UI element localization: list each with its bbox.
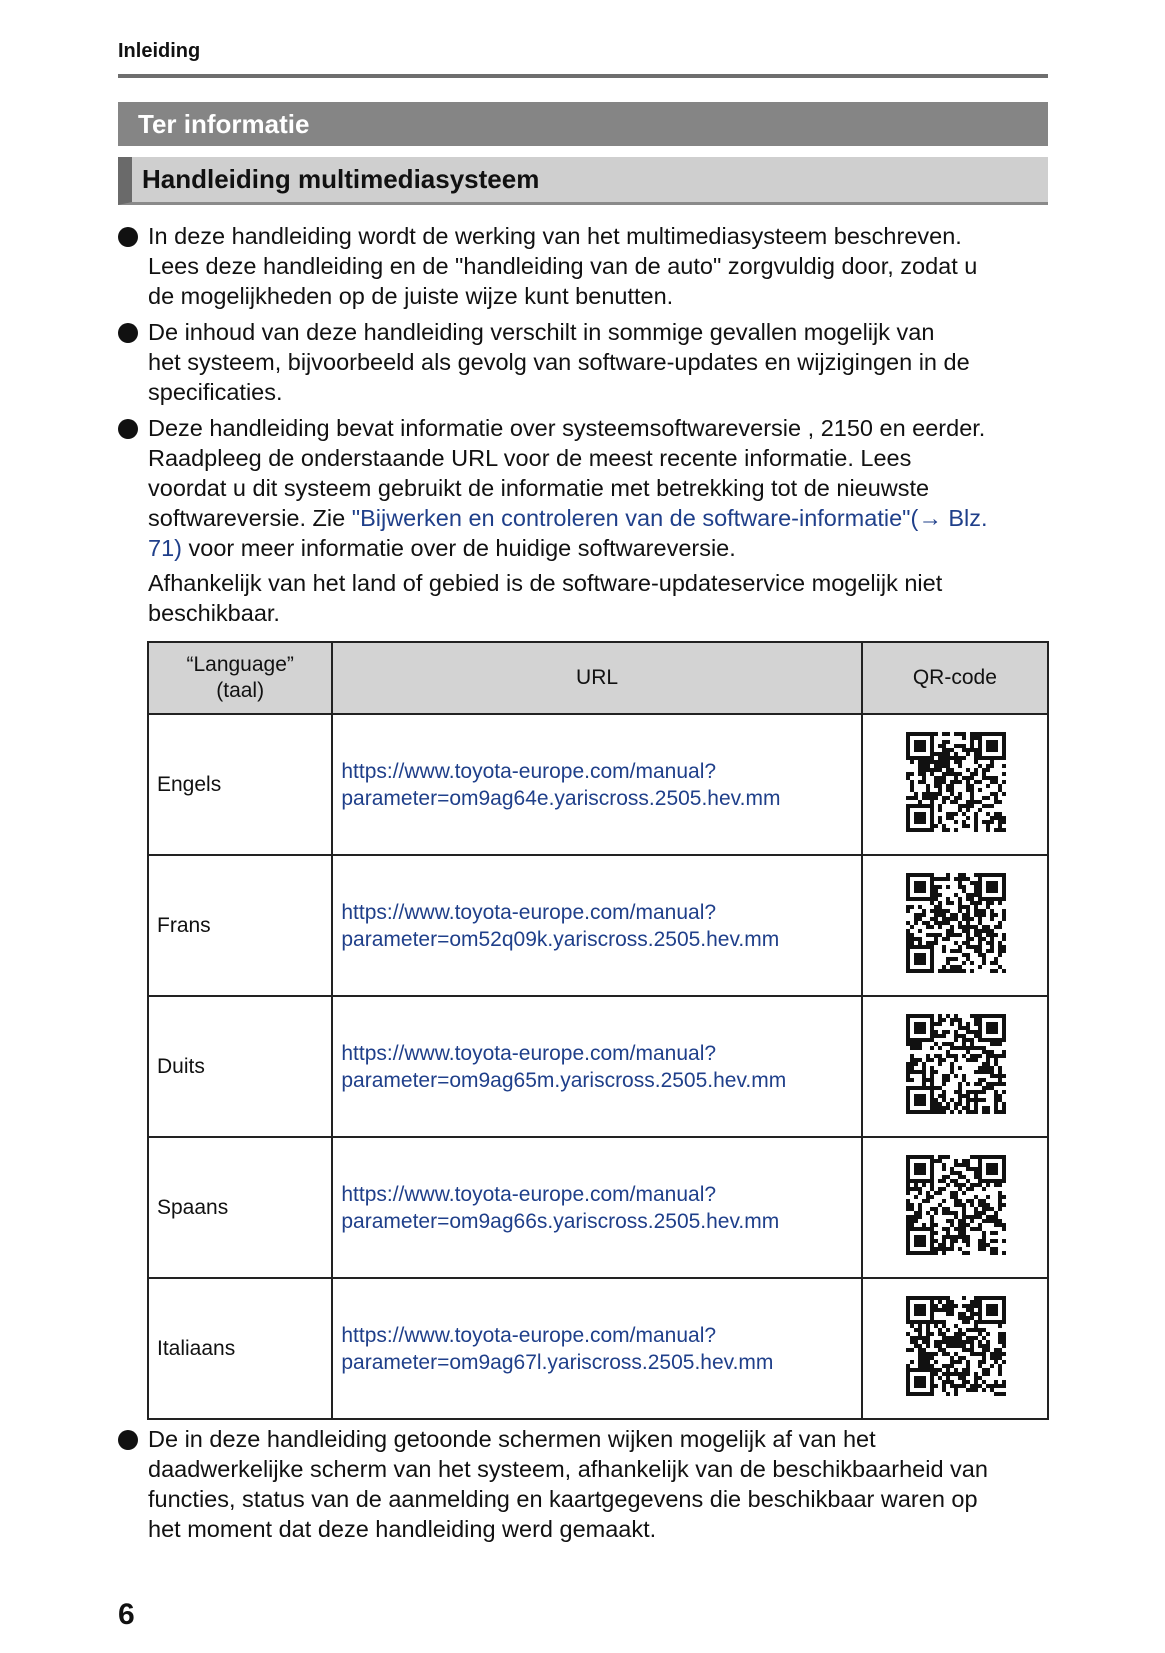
url-cell[interactable] xyxy=(332,996,861,1137)
language-cell: Duits xyxy=(148,996,332,1137)
url-link-line[interactable]: parameter=om9ag67l.yariscross.2505.hev.mm xyxy=(341,1350,774,1374)
bullet-line: Raadpleeg de onderstaande URL voor de meest recente informatie. Lees xyxy=(148,445,912,471)
bullet-text: voor meer informatie over de huidige softwareversie. xyxy=(181,535,736,561)
bullet-dot-icon xyxy=(118,1430,138,1450)
header-divider xyxy=(118,74,1048,78)
language-cell: Spaans xyxy=(148,1137,332,1278)
qr-code-icon xyxy=(906,873,1004,971)
bullet-line: het moment dat deze handleiding werd gemaakt. xyxy=(148,1516,657,1542)
header-section-label: Inleiding xyxy=(118,40,201,62)
language-cell: Italiaans xyxy=(148,1278,332,1419)
table-row xyxy=(148,714,1048,855)
bullet-line: daadwerkelijke scherm van het systeem, afhankelijk van de beschikbaarheid van xyxy=(148,1456,988,1482)
qr-cell xyxy=(862,996,1048,1137)
url-cell[interactable] xyxy=(332,855,861,996)
availability-note-line: Afhankelijk van het land of gebied is de software-updateservice mogelijk niet xyxy=(148,570,943,596)
language-cell: Frans xyxy=(148,855,332,996)
column-header-language xyxy=(148,642,332,714)
bullet-line: Lees deze handleiding en de "handleiding van de auto" zorgvuldig door, zodat u xyxy=(148,253,978,279)
table-row xyxy=(148,1278,1048,1419)
url-link-line[interactable]: https://www.toyota-europe.com/manual? xyxy=(341,1182,717,1206)
bullet-line: specificaties. xyxy=(148,379,283,405)
software-info-link[interactable]: "Bijwerken en controleren van de software-informatie"(→ Blz. xyxy=(351,505,988,531)
qr-cell xyxy=(862,1278,1048,1419)
page-ref-link[interactable]: 71) xyxy=(148,535,182,561)
bullet-dot-icon xyxy=(118,227,138,247)
table-row xyxy=(148,996,1048,1137)
url-link-line[interactable]: parameter=om9ag65m.yariscross.2505.hev.mm xyxy=(341,1068,787,1092)
bullet-line xyxy=(148,533,736,563)
url-cell[interactable] xyxy=(332,1137,861,1278)
bullet-line: De in deze handleiding getoonde schermen wijken mogelijk af van het xyxy=(148,1426,876,1452)
url-link-line[interactable]: https://www.toyota-europe.com/manual? xyxy=(341,759,717,783)
column-header-qr: QR-code xyxy=(862,642,1048,714)
availability-note-line: beschikbaar. xyxy=(148,600,280,626)
qr-code-icon xyxy=(906,1155,1004,1253)
table-row xyxy=(148,1137,1048,1278)
bullet-line: Deze handleiding bevat informatie over systeemsoftwareversie , 2150 en eerder. xyxy=(148,415,986,441)
bullet-dot-icon xyxy=(118,323,138,343)
qr-code-icon xyxy=(906,1014,1004,1112)
qr-cell xyxy=(862,1137,1048,1278)
url-link-line[interactable]: parameter=om52q09k.yariscross.2505.hev.mm xyxy=(341,927,780,951)
manual-url-table xyxy=(147,641,1049,1420)
page-number: 6 xyxy=(118,1598,135,1631)
qr-cell xyxy=(862,855,1048,996)
bullet-line: de mogelijkheden op de juiste wijze kunt benutten. xyxy=(148,283,674,309)
language-cell: Engels xyxy=(148,714,332,855)
qr-code-icon xyxy=(906,732,1004,830)
qr-code-icon xyxy=(906,1296,1004,1394)
table-row xyxy=(148,855,1048,996)
bullet-line: het systeem, bijvoorbeeld als gevolg van software-updates en wijzigingen in de xyxy=(148,349,970,375)
url-link-line[interactable]: https://www.toyota-europe.com/manual? xyxy=(341,1041,717,1065)
bullet-line xyxy=(148,503,988,533)
bullet-line: De inhoud van deze handleiding verschilt in sommige gevallen mogelijk van xyxy=(148,319,935,345)
column-header-url: URL xyxy=(332,642,861,714)
url-link-line[interactable]: https://www.toyota-europe.com/manual? xyxy=(341,900,717,924)
qr-cell xyxy=(862,714,1048,855)
bullet-line: In deze handleiding wordt de werking van het multimediasysteem beschreven. xyxy=(148,223,962,249)
section-title: Ter informatie xyxy=(118,102,1048,146)
bullet-text: softwareversie. Zie xyxy=(148,505,352,531)
language-header-line: “Language” xyxy=(186,653,294,676)
url-cell[interactable] xyxy=(332,714,861,855)
bullet-dot-icon xyxy=(118,419,138,439)
language-header-line: (taal) xyxy=(216,679,265,702)
bullet-line: voordat u dit systeem gebruikt de informatie met betrekking tot de nieuwste xyxy=(148,475,930,501)
subsection-title: Handleiding multimediasysteem xyxy=(118,157,1048,205)
url-link-line[interactable]: parameter=om9ag64e.yariscross.2505.hev.mm xyxy=(341,786,781,810)
bullet-line: functies, status van de aanmelding en kaartgegevens die beschikbaar waren op xyxy=(148,1486,978,1512)
url-link-line[interactable]: https://www.toyota-europe.com/manual? xyxy=(341,1323,717,1347)
url-link-line[interactable]: parameter=om9ag66s.yariscross.2505.hev.mm xyxy=(341,1209,780,1233)
table-header-row xyxy=(148,642,1048,714)
url-cell[interactable] xyxy=(332,1278,861,1419)
